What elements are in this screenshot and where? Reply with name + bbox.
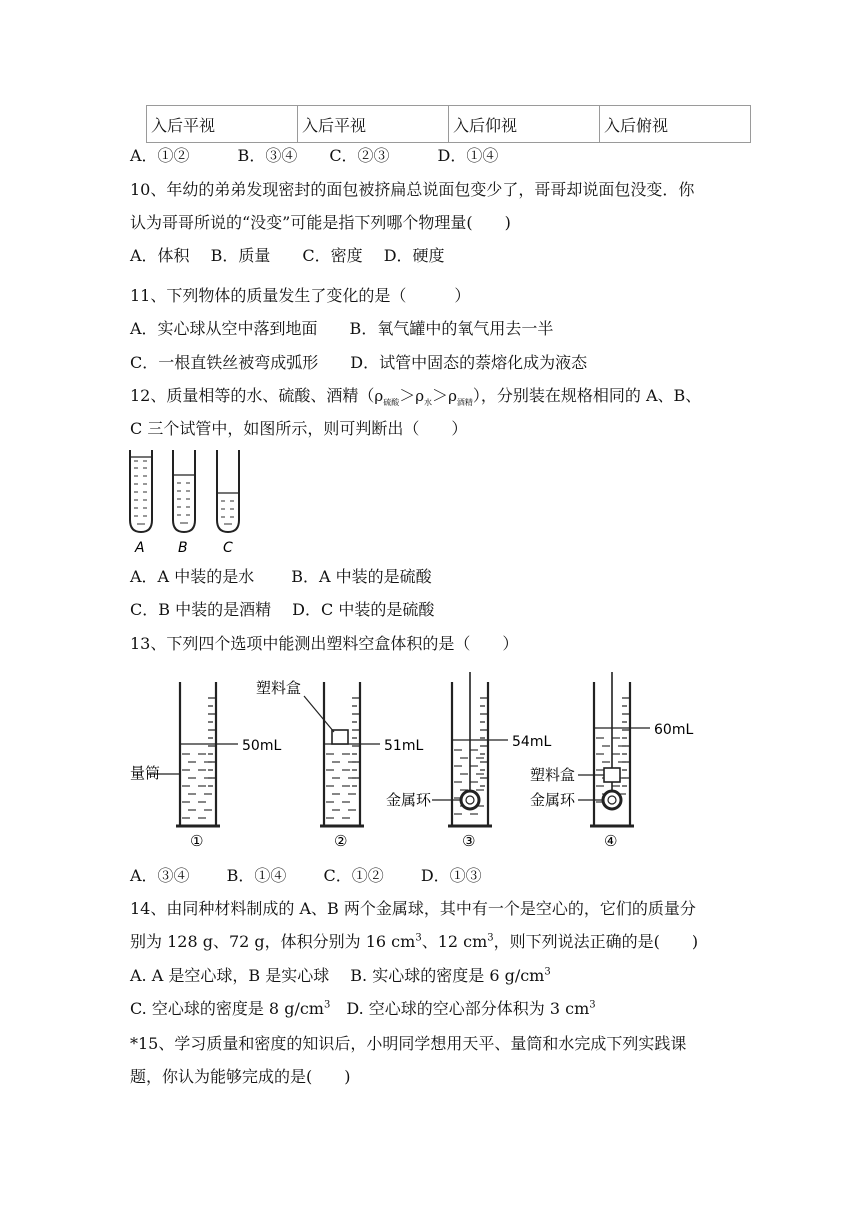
q15-stem-2: 题，你认为能够完成的是( ) (130, 1067, 351, 1086)
measuring-cylinders-figure (126, 668, 716, 854)
label-box-4: 塑料盒 (530, 766, 576, 784)
q11-options-1: A．实心球从空中落到地面 B．氧气罐中的氧气用去一半 (130, 319, 554, 338)
q10-options: A．体积 B．质量 C．密度 D．硬度 (130, 246, 445, 265)
tube-label-a: A (135, 540, 145, 556)
q15-stem-1: *15、学习质量和密度的知识后，小明同学想用天平、量筒和水完成下列实践课 (130, 1034, 687, 1053)
label-60ml: 60mL (654, 722, 694, 738)
tube-label-c: C (223, 540, 233, 556)
table-cell: 入后平视 (298, 106, 449, 143)
label-ring-4: 金属环 (530, 791, 576, 809)
label-54ml: 54mL (512, 734, 552, 750)
tube-c (217, 450, 239, 532)
label-box-2: 塑料盒 (256, 679, 302, 697)
table-cell: 入后平视 (147, 106, 298, 143)
q12-stem-1: 12、质量相等的水、硫酸、酒精$(\rho_{硫酸}>\rho_水>\rho_{酒精})$，分别装在规格相同的 A、B、 (130, 386, 702, 408)
q13-options: A．③④ B．①④ C．①② D．①③ (130, 866, 482, 885)
label-n3: ③ (462, 832, 476, 850)
q13-stem: 13、下列四个选项中能测出塑料空盒体积的是（ ） (130, 634, 519, 653)
q9-options: A．①② B．③④ C．②③ D．①④ (130, 146, 499, 165)
label-n2: ② (334, 832, 348, 850)
tube-label-b: B (178, 540, 188, 556)
label-51ml: 51mL (384, 738, 424, 754)
q11-stem: 11、下列物体的质量发生了变化的是（ ） (130, 286, 471, 305)
q12-options-2: C．B 中装的是酒精 D．C 中装的是硫酸 (130, 600, 435, 619)
tube-a (130, 450, 152, 532)
tube-b (173, 450, 195, 532)
test-tubes-figure (126, 448, 256, 558)
table-cell: 入后仰视 (449, 106, 600, 143)
label-ring-3: 金属环 (386, 791, 432, 809)
label-50ml: 50mL (242, 738, 282, 754)
q14-options-1: A. A 是空心球，B 是实心球 B. 实心球的密度是 6 $g/cm^3$ (130, 966, 551, 985)
q14-options-2: C. 空心球的密度是 8 $g/cm^3$ D. 空心球的空心部分体积为 3 $cm^3$ (130, 999, 596, 1018)
cylinder-4 (578, 672, 650, 826)
q12-options-1: A．A 中装的是水 B．A 中装的是硫酸 (130, 567, 432, 586)
q14-stem-1: 14、由同种材料制成的 A、B 两个金属球，其中有一个是空心的，它们的质量分 (130, 899, 696, 918)
label-n1: ① (190, 832, 204, 850)
measurement-table (146, 105, 751, 143)
cylinder-1 (148, 682, 238, 826)
table-cell: 入后俯视 (600, 106, 751, 143)
label-n4: ④ (604, 832, 618, 850)
q11-options-2: C．一根直铁丝被弯成弧形 D．试管中固态的萘熔化成为液态 (130, 353, 588, 372)
q14-stem-2: 别为 128 g、72 g，体积分别为 16 $cm^3$、12 $cm^3$，则下列说法正确的是( ) (130, 932, 699, 951)
cylinder-2 (304, 682, 380, 826)
q10-stem-2: 认为哥哥所说的“没变”可能是指下列哪个物理量( ) (130, 213, 511, 232)
q12-stem-2: C 三个试管中，如图所示，则可判断出（ ） (130, 419, 468, 438)
label-cylinder: 量筒 (130, 764, 161, 782)
q10-stem-1: 10、年幼的弟弟发现密封的面包被挤扁总说面包变少了，哥哥却说面包没变．你 (130, 180, 695, 199)
cylinder-3 (432, 672, 508, 826)
